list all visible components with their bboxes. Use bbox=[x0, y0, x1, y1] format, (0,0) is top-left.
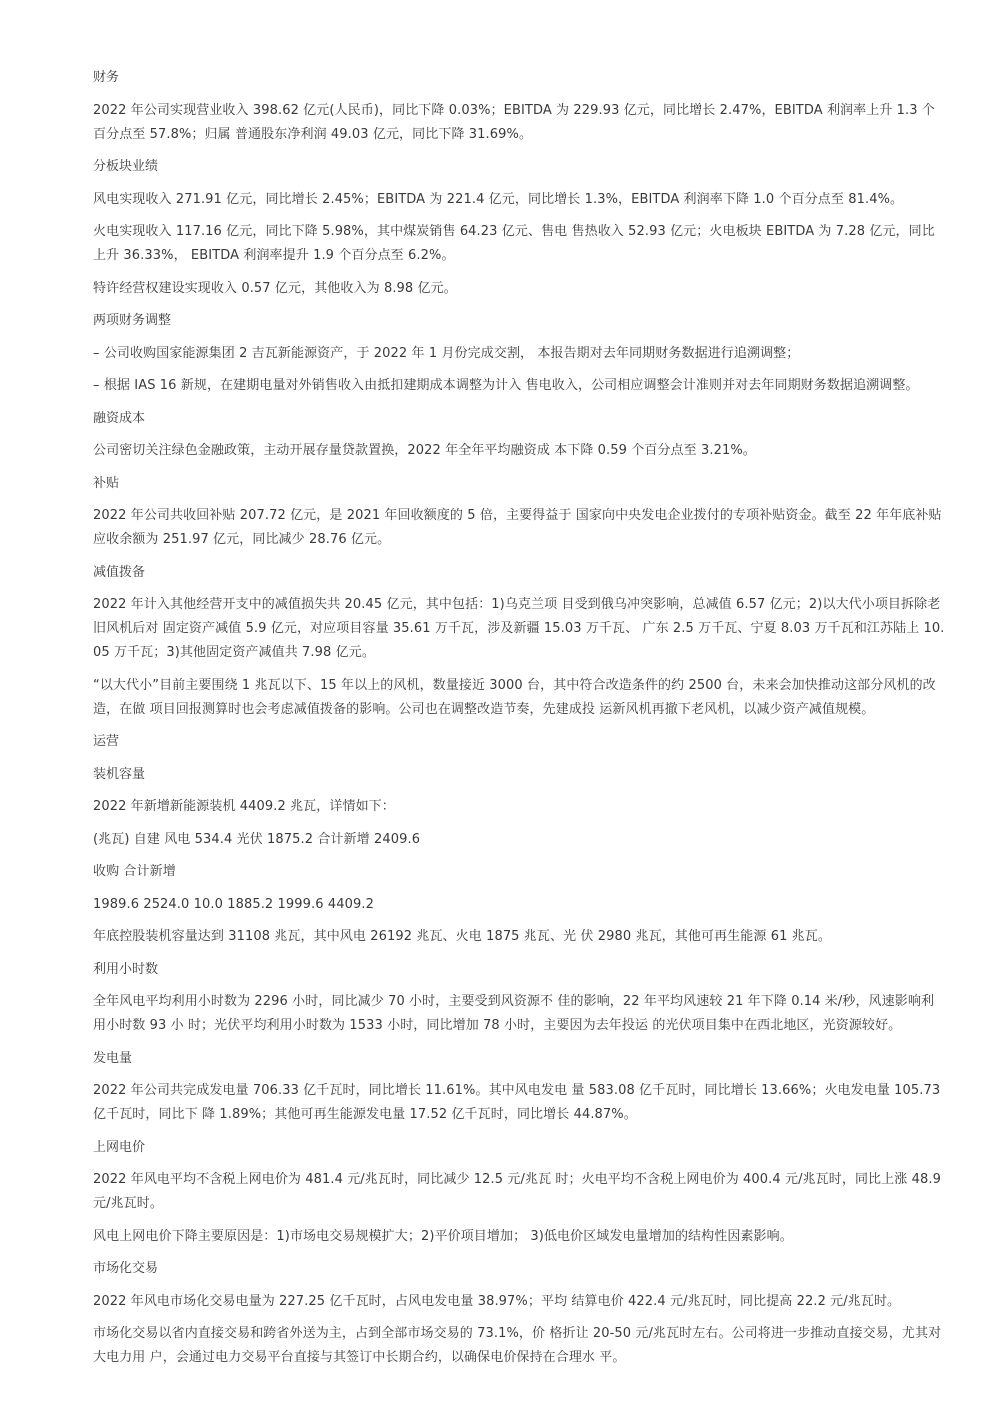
paragraph-tariff: 2022 年风电平均不含税上网电价为 481.4 元/兆瓦时，同比减少 12.5 元/兆瓦 时；火电平均不含税上网电价为 400.4 元/兆瓦时，同比上涨 48.9 元/兆瓦时。 bbox=[93, 1172, 941, 1211]
heading-impairment: 减值拨备 bbox=[93, 564, 146, 580]
paragraph-financing-cost: 公司密切关注绿色金融政策，主动开展存量贷款置换，2022 年全年平均融资成 本下降 0.59 个百分点至 3.21%。 bbox=[93, 443, 756, 458]
heading-finance: 财务 bbox=[93, 70, 120, 85]
paragraph-new-capacity: 2022 年新增新能源装机 4409.2 兆瓦，详情如下： bbox=[93, 799, 395, 814]
heading-subsidy: 补贴 bbox=[93, 475, 120, 491]
paragraph-market-trading: 2022 年风电市场化交易电量为 227.25 亿千瓦时，占风电发电量 38.97%；平均 结算电价 422.4 元/兆瓦时，同比提高 22.2 元/兆瓦时。 bbox=[93, 1293, 901, 1309]
table-row-acquisition: 收购 合计新增 bbox=[93, 864, 176, 879]
paragraph-generation: 2022 年公司共完成发电量 706.33 亿千瓦时，同比增长 11.61%。其中风电发电 量 583.08 亿千瓦时，同比增长 13.66%；火电发电量 105.73 亿千瓦时，同比下 降 1.89%；其他可再生能源发电量 17.52 亿千瓦时，同比增长 44.87%。 bbox=[93, 1083, 941, 1122]
heading-tariff: 上网电价 bbox=[93, 1139, 146, 1155]
paragraph-finance-summary: 2022 年公司实现营业收入 398.62 亿元(人民币)，同比下降 0.03%；EBITDA 为 229.93 亿元，同比增长 2.47%，EBITDA 利润率上升 1.3 个百分点至 57.8%；归属 普通股东净利润 49.03 亿元，同比下降 31.69%。 bbox=[93, 102, 935, 142]
heading-generation: 发电量 bbox=[93, 1050, 133, 1066]
paragraph-thermal-power: 火电实现收入 117.16 亿元，同比下降 5.98%，其中煤炭销售 64.23 亿元、售电 售热收入 52.93 亿元；火电板块 EBITDA 为 7.28 亿元，同比上升 36.33%， EBITDA 利润率提升 1.9 个百分点至 6.2%。 bbox=[93, 224, 935, 263]
paragraph-concession: 特许经营权建设实现收入 0.57 亿元，其他收入为 8.98 亿元。 bbox=[93, 280, 457, 296]
heading-market-trading: 市场化交易 bbox=[93, 1261, 159, 1276]
paragraph-subsidy: 2022 年公司共收回补贴 207.72 亿元，是 2021 年回收额度的 5 倍，主要得益于 国家向中央发电企业拨付的专项补贴资金。截至 22 年年底补贴应收余额为 251.97 亿元，同比减少 28.76 亿元。 bbox=[93, 508, 942, 547]
paragraph-market-trading-detail: 市场化交易以省内直接交易和跨省外送为主，占到全部市场交易的 73.1%，价 格折让 20-50 元/兆瓦时左右。公司将进一步推动直接交易，尤其对大电力用 户，会通过电力交易平台直接与其签订中长期合约，以确保电价保持在合理水 平。 bbox=[93, 1326, 942, 1365]
paragraph-impairment: 2022 年计入其他经营开支中的减值损失共 20.45 亿元，其中包括：1)乌克兰项 目受到俄乌冲突影响，总减值 6.57 亿元；2)以大代小项目拆除老旧风机后对 固定资产减值 5.9 亿元，对应项目容量 35.61 万千瓦，涉及新疆 15.03 万千瓦、 广东 2.5 万千瓦、宁夏 8.03 万千瓦和江苏陆上 10.05 万千瓦；3)其他固定资产减值共 7.98 亿元。 bbox=[93, 597, 945, 660]
heading-financial-adjustments: 两项财务调整 bbox=[93, 313, 172, 328]
heading-operations: 运营 bbox=[93, 734, 120, 749]
paragraph-tariff-reasons: 风电上网电价下降主要原因是：1)市场电交易规模扩大；2)平价项目增加； 3)低电价区域发电量增加的结构性因素影响。 bbox=[93, 1228, 793, 1244]
heading-utilization-hours: 利用小时数 bbox=[93, 961, 159, 977]
heading-financing-cost: 融资成本 bbox=[93, 410, 146, 426]
paragraph-wind-power: 风电实现收入 271.91 亿元，同比增长 2.45%；EBITDA 为 221.4 亿元，同比增长 1.3%，EBITDA 利润率下降 1.0 个百分点至 81.4%。 bbox=[93, 191, 904, 207]
table-row-self-built: (兆瓦) 自建 风电 534.4 光伏 1875.2 合计新增 2409.6 bbox=[93, 831, 421, 847]
paragraph-adjustment-1: – 公司收购国家能源集团 2 吉瓦新能源资产，于 2022 年 1 月份完成交割， 本报告期对去年同期财务数据进行追溯调整； bbox=[93, 345, 800, 361]
document-body bbox=[93, 66, 945, 1379]
table-row-values: 1989.6 2524.0 10.0 1885.2 1999.6 4409.2 bbox=[93, 896, 374, 912]
heading-installed-capacity: 装机容量 bbox=[93, 766, 146, 782]
paragraph-repowering: “以大代小”目前主要围绕 1 兆瓦以下、15 年以上的风机，数量接近 3000 台，其中符合改造条件的约 2500 台，未来会加快推动这部分风机的改造，在做 项目回报测算时也会考虑减值拨备的影响。公司也在调整改造节奏，先建成投 运新风机再撤下老风机，以减少资产减值规模。 bbox=[93, 677, 936, 717]
paragraph-adjustment-2: – 根据 IAS 16 新规，在建期电量对外销售收入由抵扣建期成本调整为计入 售电收入，公司相应调整会计准则并对去年同期财务数据追溯调整。 bbox=[93, 378, 919, 393]
paragraph-year-end-capacity: 年底控股装机容量达到 31108 兆瓦，其中风电 26192 兆瓦、火电 1875 兆瓦、光 伏 2980 兆瓦，其他可再生能源 61 兆瓦。 bbox=[93, 929, 831, 944]
heading-segment-performance: 分板块业绩 bbox=[93, 159, 159, 174]
paragraph-utilization-hours: 全年风电平均利用小时数为 2296 小时，同比减少 70 小时，主要受到风资源不 佳的影响，22 年平均风速较 21 年下降 0.14 米/秒，风速影响利用小时数 93 小 时；光伏平均利用小时数为 1533 小时，同比增加 78 小时，主要因为去年投运 的光伏项目集中在西北地区，光资源较好。 bbox=[93, 994, 935, 1033]
